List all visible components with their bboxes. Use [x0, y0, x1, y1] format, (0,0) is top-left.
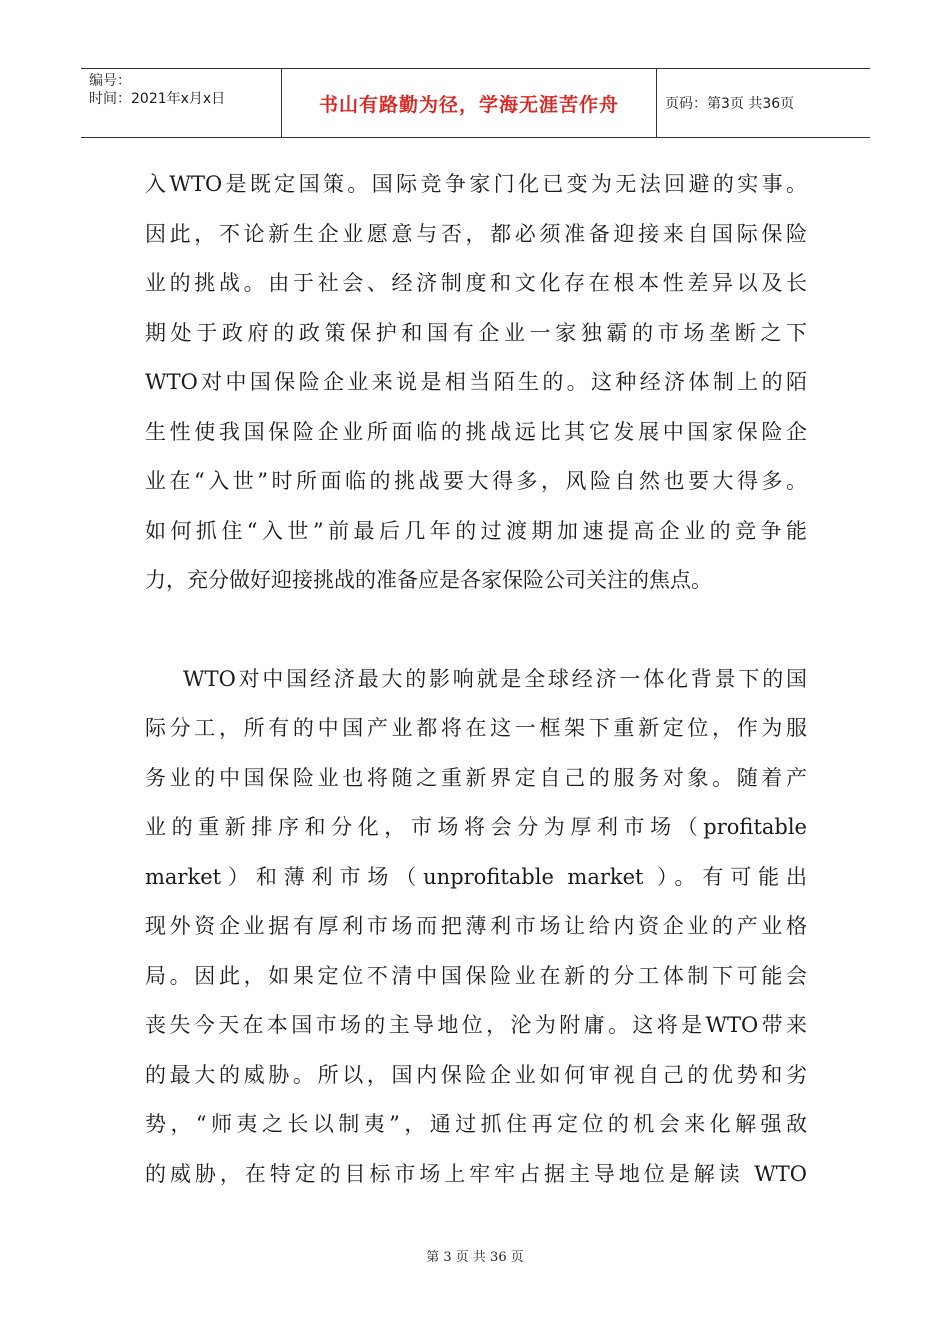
- page-footer: 第 3 页 共 36 页: [426, 1250, 524, 1265]
- text-line: 如何抓住“入世”前最后几年的过渡期加速提高企业的竞争能: [145, 518, 807, 543]
- paragraph-1: [145, 160, 807, 606]
- text-line: WTO对中国经济最大的影响就是全球经济一体化背景下的国: [183, 666, 807, 691]
- text-line: 的威胁，在特定的目标市场上牢牢占据主导地位是解读 WTO: [145, 1161, 807, 1186]
- text-line: 业的重新排序和分化，市场将会分为厚利市场（profitable: [145, 815, 807, 839]
- text-line: 业在“入世”时所面临的挑战要大得多，风险自然也要大得多。: [145, 469, 807, 493]
- text-line: market）和薄利市场（unprofitable market ）。有可能出: [145, 864, 807, 889]
- text-line: 力，充分做好迎接挑战的准备应是各家保险公司关注的焦点。: [145, 568, 712, 592]
- text-line: 期处于政府的政策保护和国有企业一家独霸的市场垄断之下: [145, 320, 807, 345]
- body-text: [145, 160, 807, 1199]
- text-line: 丧失今天在本国市场的主导地位，沦为附庸。这将是WTO带来: [145, 1013, 807, 1037]
- header-page-cell: [657, 69, 870, 137]
- time-label: 时间：2021年x月x日: [89, 91, 226, 107]
- text-line: 局。因此，如果定位不清中国保险业在新的分工体制下可能会: [145, 963, 807, 988]
- text-line: 的最大的威胁。所以，国内保险企业如何审视自己的优势和劣: [145, 1062, 807, 1087]
- text-line: 因此，不论新生企业愿意与否，都必须准备迎接来自国际保险: [145, 221, 807, 246]
- document-header: [81, 68, 870, 138]
- text-line: 际分工，所有的中国产业都将在这一框架下重新定位，作为服: [145, 716, 807, 740]
- text-line: 现外资企业据有厚利市场而把薄利市场让给内资企业的产业格: [145, 914, 807, 938]
- paragraph-2: [145, 655, 807, 1200]
- text-line: 生性使我国保险企业所面临的挑战远比其它发展中国家保险企: [145, 419, 807, 444]
- header-meta: [81, 69, 282, 137]
- text-line: 务业的中国保险业也将随之重新界定自己的服务对象。随着产: [145, 765, 807, 790]
- paragraph-gap: [145, 606, 807, 655]
- number-label: 编号：: [89, 73, 131, 89]
- text-line: 势，“师夷之长以制夷”，通过抓住再定位的机会来化解强敌: [145, 1112, 807, 1136]
- page-info: 页码：第3页 共36页: [665, 96, 795, 112]
- text-line: 业的挑战。由于社会、经济制度和文化存在根本性差异以及长: [145, 271, 807, 295]
- text-line: WTO对中国保险企业来说是相当陌生的。这种经济体制上的陌: [145, 370, 807, 394]
- text-line: 入WTO是既定国策。国际竞争家门化已变为无法回避的实事。: [145, 172, 807, 196]
- motto: 书山有路勤为径，学海无涯苦作舟: [318, 93, 619, 116]
- header-motto-cell: [282, 69, 657, 137]
